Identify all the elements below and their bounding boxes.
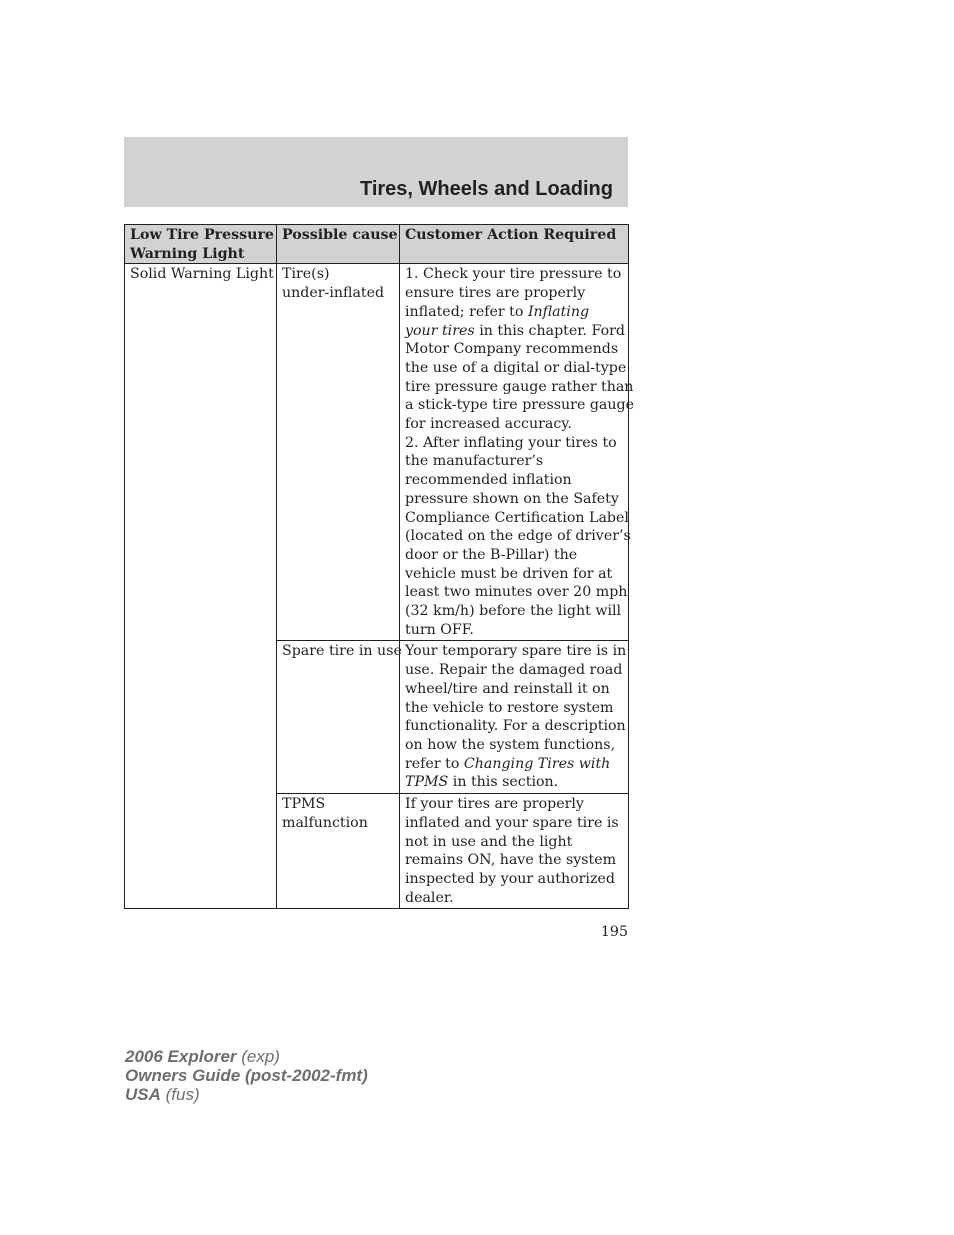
text-line: tire pressure gauge rather than bbox=[405, 378, 634, 395]
table-row bbox=[125, 264, 629, 641]
cross-reference: TPMS bbox=[405, 774, 449, 791]
footer-line-guide: Owners Guide (post-2002-fmt) bbox=[125, 1066, 368, 1085]
text-line: inflated and your spare tire is bbox=[405, 814, 619, 831]
text-line: for increased accuracy. bbox=[405, 416, 572, 433]
text-line: the use of a digital or dial-type bbox=[405, 359, 627, 376]
text-line: inspected by your authorized bbox=[405, 870, 615, 887]
footer-line-model: 2006 Explorer (exp) bbox=[125, 1047, 280, 1066]
cause-cell bbox=[277, 264, 400, 641]
text-line: Your temporary spare tire is in bbox=[405, 643, 627, 660]
text-line: Low Tire Pressure bbox=[130, 227, 274, 243]
text-line: refer to Changing Tires with bbox=[405, 755, 611, 772]
text-line: inflated; refer to Inflating bbox=[405, 303, 590, 320]
text-line: (32 km/h) before the light will bbox=[405, 603, 622, 620]
header-customer-action bbox=[400, 225, 629, 264]
text-line: 2. After inflating your tires to bbox=[405, 434, 617, 451]
text-line: least two minutes over 20 mph bbox=[405, 584, 628, 601]
text-line: door or the B-Pillar) the bbox=[405, 546, 578, 563]
text-line: Solid Warning Light bbox=[130, 266, 274, 283]
text-line: 1. Check your tire pressure to bbox=[405, 266, 622, 283]
text-line: under-inflated bbox=[282, 285, 385, 302]
warning-light-cell bbox=[125, 264, 277, 909]
page-number: 195 bbox=[600, 924, 628, 940]
text-line: ensure tires are properly bbox=[405, 285, 586, 302]
text-line: recommended inflation bbox=[405, 472, 572, 489]
tpms-warning-table bbox=[124, 224, 635, 909]
text-line: malfunction bbox=[282, 814, 368, 831]
section-header-band bbox=[124, 137, 628, 207]
text-line: not in use and the light bbox=[405, 833, 573, 850]
cause-cell bbox=[277, 794, 400, 909]
cross-reference: Inflating bbox=[527, 303, 590, 320]
text-line: the manufacturer’s bbox=[405, 453, 544, 470]
text-line: TPMS in this section. bbox=[405, 774, 559, 791]
cross-reference: Changing Tires with bbox=[463, 755, 611, 772]
action-cell bbox=[400, 794, 629, 909]
text-line: Possible cause bbox=[282, 227, 398, 243]
cause-cell bbox=[277, 641, 400, 794]
text-line: Customer Action Required bbox=[405, 227, 617, 243]
text-line: use. Repair the damaged road bbox=[405, 662, 623, 679]
section-title: Tires, Wheels and Loading bbox=[359, 178, 613, 200]
text-line: the vehicle to restore system bbox=[405, 699, 614, 716]
text-line: Tire(s) bbox=[282, 266, 330, 283]
text-line: Spare tire in use bbox=[282, 643, 402, 660]
text-line: a stick-type tire pressure gauge bbox=[405, 397, 635, 414]
header-possible-cause bbox=[277, 225, 400, 264]
text-line: pressure shown on the Safety bbox=[405, 490, 619, 507]
document-footer bbox=[125, 1047, 368, 1104]
table-header-row bbox=[125, 225, 629, 264]
header-warning-light bbox=[125, 225, 277, 264]
text-line: turn OFF. bbox=[405, 621, 474, 638]
action-cell bbox=[400, 264, 635, 641]
text-line: wheel/tire and reinstall it on bbox=[405, 680, 610, 697]
text-line: dealer. bbox=[405, 889, 454, 906]
text-line: remains ON, have the system bbox=[405, 852, 617, 869]
action-cell bbox=[400, 641, 629, 794]
text-line: If your tires are properly bbox=[405, 796, 584, 813]
text-line: functionality. For a description bbox=[405, 718, 626, 735]
text-line: vehicle must be driven for at bbox=[405, 565, 613, 582]
text-line: Warning Light bbox=[130, 245, 245, 262]
text-line: Compliance Certification Label bbox=[405, 509, 629, 526]
text-line: on how the system functions, bbox=[405, 736, 616, 753]
text-line: Motor Company recommends bbox=[405, 341, 619, 358]
footer-line-market: USA (fus) bbox=[125, 1085, 200, 1104]
text-line: TPMS bbox=[282, 796, 326, 813]
text-line: your tires in this chapter. Ford bbox=[405, 322, 625, 339]
cross-reference: your tires bbox=[405, 322, 475, 339]
text-line: (located on the edge of driver’s bbox=[405, 528, 631, 545]
